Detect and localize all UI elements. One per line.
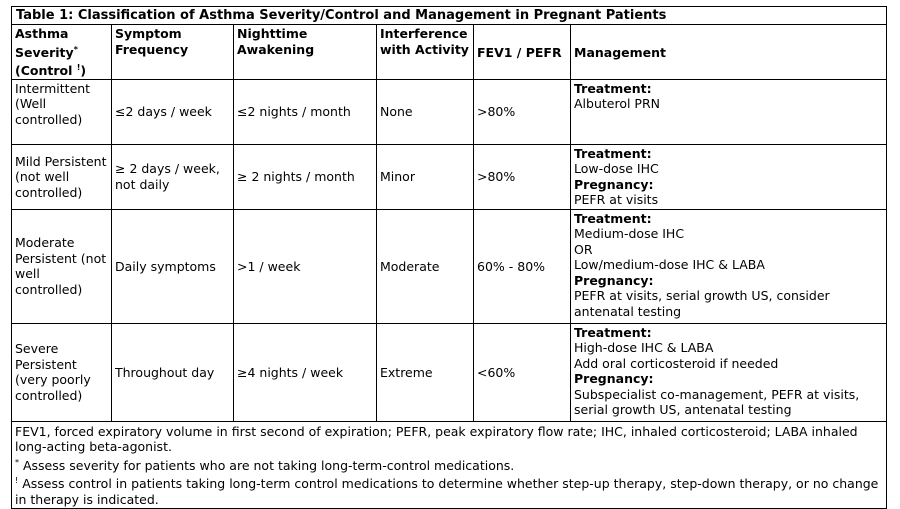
- cell-nighttime: ≥ 2 nights / month: [234, 144, 377, 209]
- cell-nighttime: >1 / week: [234, 209, 377, 323]
- header-management: Management: [571, 25, 887, 80]
- table-row: [12, 79, 887, 144]
- cell-interference: Moderate: [377, 209, 474, 323]
- header-interference: Interference with Activity: [377, 25, 474, 80]
- cell-fev1: >80%: [474, 144, 571, 209]
- pregnancy-line: PEFR at visits, serial growth US, consider antenatal testing: [574, 288, 830, 319]
- asthma-table-container: [11, 6, 886, 509]
- cell-management: [571, 144, 887, 209]
- cell-management: [571, 323, 887, 421]
- footnotes: [12, 421, 887, 508]
- cell-fev1: >80%: [474, 79, 571, 144]
- header-fev1-pefr: FEV1 / PEFR: [474, 25, 571, 80]
- table-title: Table 1: Classification of Asthma Severity/Control and Management in Pregnant Patients: [12, 7, 887, 25]
- cell-severity: Severe Persistent (very poorly controlled): [12, 323, 112, 421]
- treatment-line: Albuterol PRN: [574, 96, 661, 112]
- header-symptom-frequency: Symptom Frequency: [112, 25, 234, 80]
- footnote-control: ! Assess control in patients taking long-term control medications to determine whether step-up therapy, step-down therapy, or no change in therapy is indicated.: [15, 476, 879, 508]
- asthma-classification-table: [11, 6, 887, 509]
- header-nighttime-awakening: Nighttime Awakening: [234, 25, 377, 80]
- pregnancy-label: Pregnancy:: [574, 176, 654, 192]
- cell-symptom: ≥ 2 days / week, not daily: [112, 144, 234, 209]
- table-row: [12, 144, 887, 209]
- table-row: [12, 323, 887, 421]
- cell-fev1: 60% - 80%: [474, 209, 571, 323]
- cell-management: [571, 79, 887, 144]
- header-row: [12, 25, 887, 80]
- cell-severity: Moderate Persistent (not well controlled): [12, 209, 112, 323]
- cell-symptom: Daily symptoms: [112, 209, 234, 323]
- treatment-line: OR: [574, 241, 593, 257]
- footnote-abbreviations: FEV1, forced expiratory volume in first second of expiration; PEFR, peak expiratory flow rate; IHC, inhaled corticosteroid; LABA inhaled long-acting beta-agonist.: [15, 423, 858, 455]
- cell-interference: None: [377, 79, 474, 144]
- cell-nighttime: ≥4 nights / week: [234, 323, 377, 421]
- treatment-line: High-dose IHC & LABA: [574, 340, 714, 356]
- treatment-line: Low-dose IHC: [574, 161, 659, 177]
- pregnancy-label: Pregnancy:: [574, 272, 654, 288]
- treatment-line: Low/medium-dose IHC & LABA: [574, 257, 765, 273]
- cell-severity: Intermittent (Well controlled): [12, 79, 112, 144]
- pregnancy-label: Pregnancy:: [574, 371, 654, 387]
- cell-symptom: ≤2 days / week: [112, 79, 234, 144]
- cell-interference: Minor: [377, 144, 474, 209]
- treatment-label: Treatment:: [574, 324, 652, 340]
- header-severity: Asthma Severity* (Control !): [12, 25, 112, 80]
- cell-management: [571, 209, 887, 323]
- treatment-line: Medium-dose IHC: [574, 226, 685, 242]
- cell-interference: Extreme: [377, 323, 474, 421]
- pregnancy-line: Subspecialist co-management, PEFR at visits, serial growth US, antenatal testing: [574, 386, 860, 418]
- treatment-label: Treatment:: [574, 210, 652, 226]
- cell-fev1: <60%: [474, 323, 571, 421]
- treatment-label: Treatment:: [574, 145, 652, 161]
- cell-nighttime: ≤2 nights / month: [234, 79, 377, 144]
- cell-symptom: Throughout day: [112, 323, 234, 421]
- treatment-label: Treatment:: [574, 80, 652, 96]
- treatment-line: Add oral corticosteroid if needed: [574, 355, 779, 371]
- table-row: [12, 209, 887, 323]
- footnote-row: [12, 421, 887, 508]
- footnote-severity: * Assess severity for patients who are not taking long-term-control medications.: [15, 457, 515, 473]
- pregnancy-line: PEFR at visits: [574, 192, 659, 208]
- cell-severity: Mild Persistent (not well controlled): [12, 144, 112, 209]
